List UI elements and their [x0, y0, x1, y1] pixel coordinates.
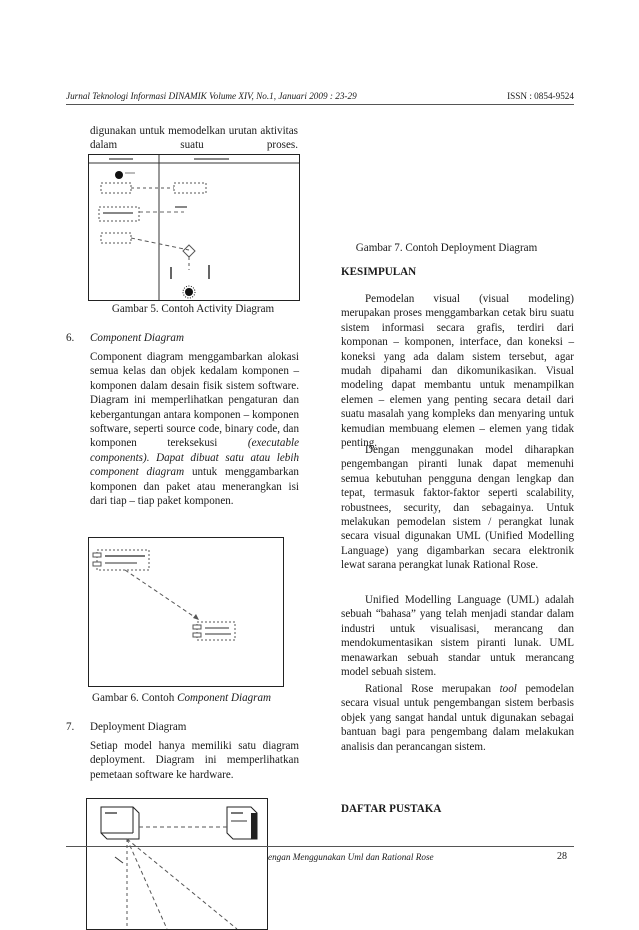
- figure6-caption-b: Component Diagram: [177, 692, 272, 704]
- footer-text: engan Menggunakan Uml dan Rational Rose: [268, 852, 434, 862]
- footer-rule: [66, 846, 574, 847]
- header-rule: [66, 104, 574, 105]
- running-header: [66, 91, 574, 101]
- figure-component-diagram: [88, 537, 284, 687]
- section6-body: [90, 350, 299, 508]
- p4-text-b: tool: [499, 683, 517, 695]
- figure-deployment-diagram: [86, 798, 268, 930]
- intro-text: [90, 124, 298, 153]
- section7-title: Deployment Diagram: [90, 721, 187, 733]
- intro-span: digunakan untuk memodelkan urutan aktivitas dalam suatu proses.: [90, 125, 298, 152]
- p4-text-c: pemodelan secara visual untuk pengembangan sistem berbasis objek yang sangat handal untuk digunakan sebagai bantuan bagi para pengembang dalam melakukan analisis dan perancangan sistem.: [341, 683, 574, 753]
- daftar-pustaka-heading: DAFTAR PUSTAKA: [341, 803, 442, 815]
- figure6-caption-a: Gambar 6. Contoh: [92, 692, 175, 704]
- kesimpulan-paragraph-1: Pemodelan visual (visual modeling) merupakan proses menggambarkan cetak biru suatu sistem informasi secara grafis, terdiri dari komponan – komponen, interface, dan koneksi – koneksi yang ada dalam sistem tersebut, agar mudah dipahami dan dikomunikasikan. Visual modeling dapat membantu untuk menampilkan elemen – elemen yang penting secara detail dari suatu masalah yang kompleks dan menyaring untuk kemudian membuang elemen – elemen yang tidak penting.: [341, 293, 574, 450]
- page-number: 28: [557, 851, 567, 862]
- figure6-caption: [92, 691, 292, 705]
- issn: ISSN : 0854-9524: [507, 91, 574, 101]
- section6-title: Component Diagram: [90, 332, 184, 344]
- kesimpulan-paragraph-2: Dengan menggunakan model diharapkan pengembangan piranti lunak dapat memenuhi semua kebutuhan pengguna dengan lengkap dan tepat, termasuk faktor-faktor seperti scalability, robustnees, security, dan sebagainya. Untuk melakukan pemodelan sistem / perangkat lunak secara visual digunakan UML (Unified Modelling Language) yang digambarkan secara elektronik lewat sarana perangkat lunak Rational Rose.: [341, 444, 574, 572]
- component-diagram-drawing: [89, 538, 283, 686]
- section6-number: 6.: [66, 332, 75, 344]
- journal-title: Jurnal Teknologi Informasi DINAMIK Volume XIV, No.1, Januari 2009 : 23-29: [66, 91, 357, 101]
- kesimpulan-paragraph-3: Unified Modelling Language (UML) adalah sebuah “bahasa” yang telah menjadi standar dalam industri untuk visualisasi, merancang dan mendokumentasikan sistem piranti lunak. UML menawarkan sebuah standar untuk merancang model sebuah sistem.: [341, 594, 574, 679]
- p4-text-a: Rational Rose merupakan: [365, 683, 492, 695]
- kesimpulan-heading: KESIMPULAN: [341, 266, 417, 278]
- section7-number: 7.: [66, 721, 75, 733]
- section7-body: Setiap model hanya memiliki satu diagram deployment. Diagram ini memperlihatkan pemetaan software ke hardware.: [90, 740, 299, 781]
- section6-text-a: Component diagram menggambarkan alokasi semua kelas dan objek kedalam komponen – komponen dalam desain fisik sistem software. Diagram ini memperlihatkan pengaturan dan kebergantungan antara komponen – komponen software, seperti source code, binary code, dan komponen tereksekusi: [90, 351, 299, 450]
- kesimpulan-paragraph-4: [341, 682, 574, 754]
- section6-text-c: component diagram: [90, 466, 185, 479]
- section6-text-b: (executable components). Dapat dibuat satu atau lebih: [90, 437, 299, 464]
- figure5-caption: Gambar 5. Contoh Activity Diagram: [111, 303, 275, 315]
- activity-diagram-drawing: [89, 155, 299, 300]
- figure7-caption: Gambar 7. Contoh Deployment Diagram: [355, 242, 538, 254]
- section6-text-d: untuk menggambarkan komponen dan paket atau menerangkan isi dari tiap – tiap paket komponen.: [90, 466, 299, 508]
- figure-activity-diagram: [88, 154, 300, 301]
